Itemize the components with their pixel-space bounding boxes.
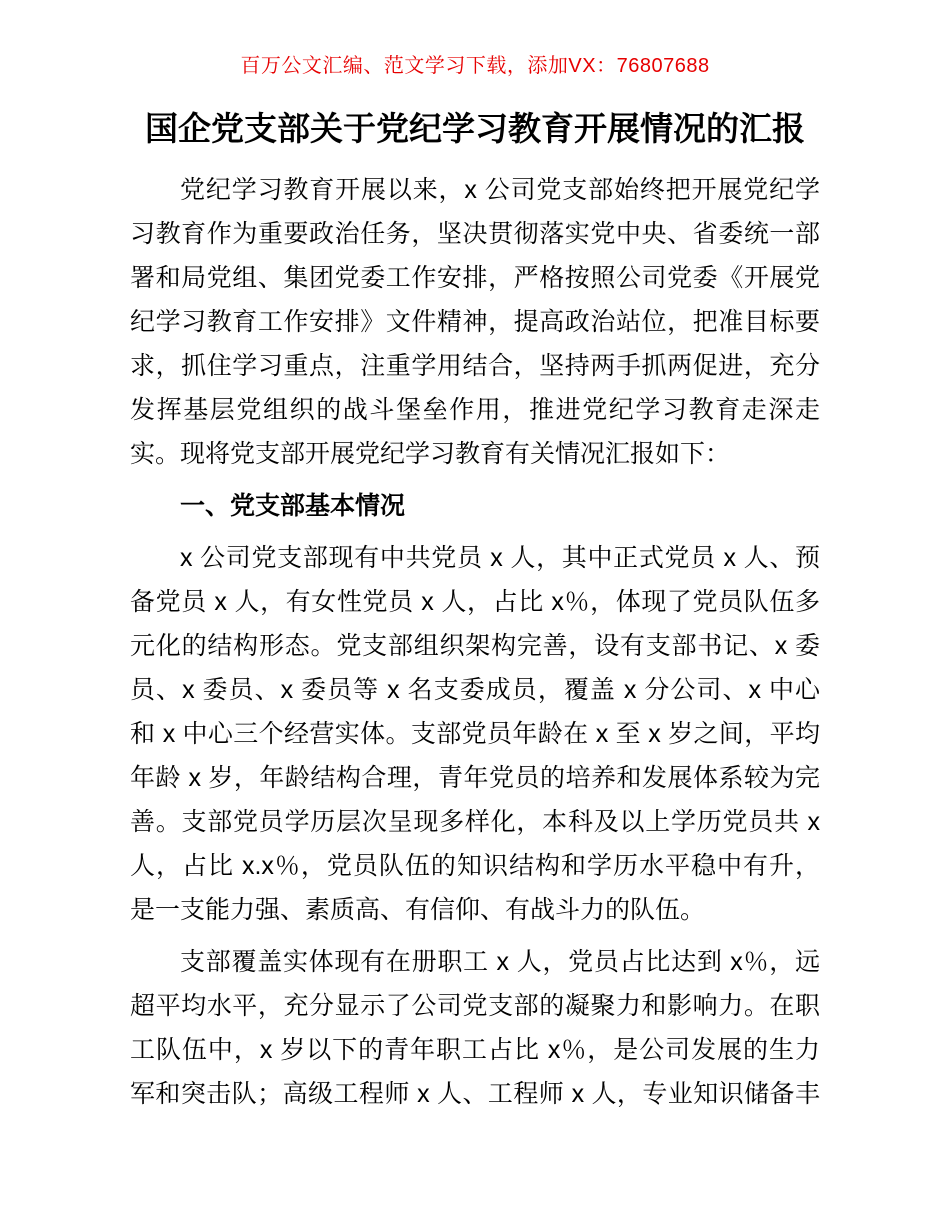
text-line: 支部覆盖实体现有在册职工 x 人，党员占比达到 x％，远 [180, 948, 820, 976]
section-heading: 一、党支部基本情况 [180, 492, 406, 520]
text-line: 是一支能力强、素质高、有信仰、有战斗力的队伍。 [130, 896, 706, 924]
paragraph [130, 536, 820, 932]
text-line: 发挥基层党组织的战斗堡垒作用，推进党纪学习教育走深走 [130, 396, 820, 424]
text-line: 人，占比 x.x％，党员队伍的知识结构和学历水平稳中有升， [130, 852, 820, 880]
text-line: 工队伍中，x 岁以下的青年职工占比 x％，是公司发展的生力 [130, 1036, 820, 1064]
text-line: 纪学习教育工作安排》文件精神，提高政治站位，把准目标要 [130, 308, 820, 336]
text-line: 实。现将党支部开展党纪学习教育有关情况汇报如下： [130, 440, 731, 468]
text-line: 员、x 委员、x 委员等 x 名支委成员，覆盖 x 分公司、x 中心 [130, 676, 820, 704]
text-line: 年龄 x 岁，年龄结构合理，青年党员的培养和发展体系较为完 [130, 764, 820, 792]
text-line: 善。支部党员学历层次呈现多样化，本科及以上学历党员共 x [130, 808, 820, 836]
text-line: 求，抓住学习重点，注重学用结合，坚持两手抓两促进，充分 [130, 352, 820, 380]
text-line: 备党员 x 人，有女性党员 x 人，占比 x％，体现了党员队伍多 [130, 588, 820, 616]
paragraph [130, 168, 820, 476]
paragraph [130, 940, 820, 1116]
text-line: 党纪学习教育开展以来，x 公司党支部始终把开展党纪学 [180, 176, 820, 204]
text-line: x 公司党支部现有中共党员 x 人，其中正式党员 x 人、预 [180, 544, 820, 572]
document-body [130, 168, 820, 1116]
text-line: 军和突击队；高级工程师 x 人、工程师 x 人，专业知识储备丰 [130, 1080, 820, 1108]
promo-notice-text: 百万公文汇编、范文学习下载，添加VX：76807688 [240, 55, 710, 77]
document-title: 国企党支部关于党纪学习教育开展情况的汇报 [145, 110, 805, 147]
text-line: 超平均水平，充分显示了公司党支部的凝聚力和影响力。在职 [130, 992, 820, 1020]
text-line: 和 x 中心三个经营实体。支部党员年龄在 x 至 x 岁之间，平均 [130, 720, 820, 748]
text-line: 习教育作为重要政治任务，坚决贯彻落实党中央、省委统一部 [130, 220, 820, 248]
text-line: 元化的结构形态。党支部组织架构完善，设有支部书记、x 委 [130, 632, 820, 660]
text-line: 署和局党组、集团党委工作安排，严格按照公司党委《开展党 [130, 264, 820, 292]
